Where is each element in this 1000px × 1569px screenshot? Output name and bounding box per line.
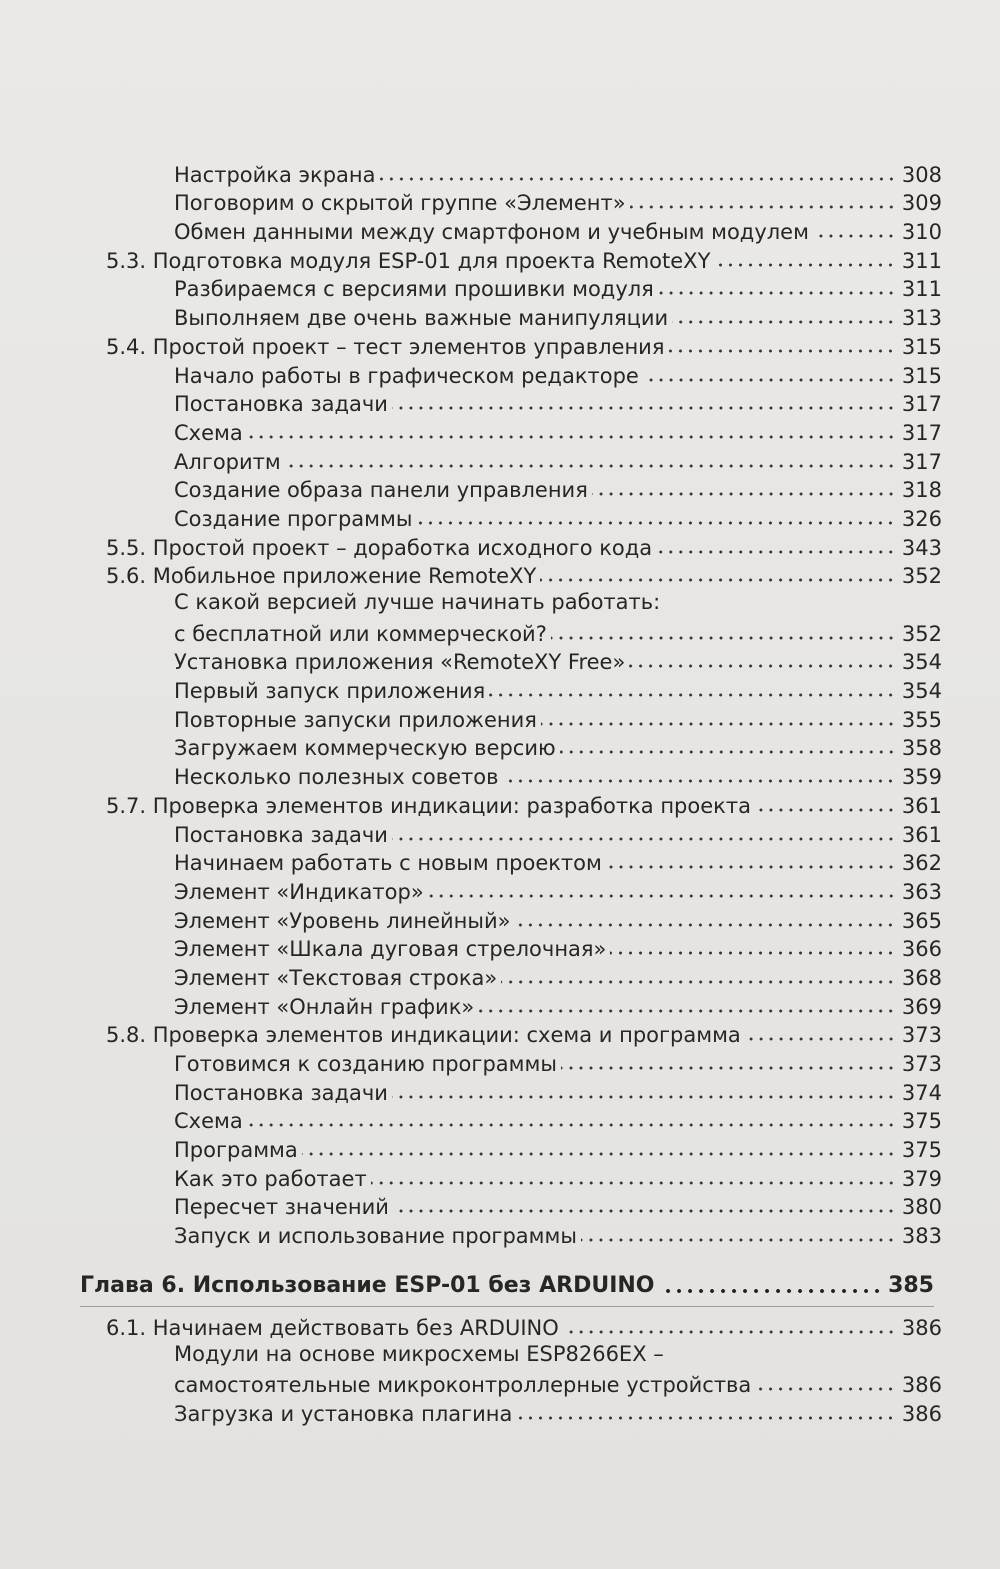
toc-entry-page: 315 <box>901 363 942 388</box>
toc-entry-title: Загружаем коммерческую версию <box>174 736 556 761</box>
toc-list-section-6-1 <box>0 1311 1000 1340</box>
toc-subsection-entry <box>174 502 942 531</box>
toc-entry-multiline <box>174 588 942 645</box>
toc-entry-title-line2: самостоятельные микроконтроллерные устройства <box>174 1373 752 1398</box>
toc-entry-title: Загрузка и установка плагина <box>174 1401 513 1426</box>
leader-dots <box>516 1415 896 1421</box>
toc-entry-page: 326 <box>901 506 942 531</box>
toc-subsection-entry <box>174 818 942 847</box>
toc-entry-page: 361 <box>901 822 942 847</box>
leader-dots <box>658 290 896 296</box>
toc-entry-title: Первый запуск приложения <box>174 679 486 704</box>
toc-entry-page: 358 <box>901 736 942 761</box>
leader-dots <box>514 922 895 928</box>
toc-entry-title: Постановка задачи <box>174 822 388 847</box>
toc-list-section-6-1-cont <box>0 1397 1000 1426</box>
toc-entry-page: 309 <box>901 191 942 216</box>
toc-entry-page: 374 <box>901 1080 942 1105</box>
leader-dots <box>540 577 896 583</box>
toc-entry-last-line <box>174 1369 942 1398</box>
leader-dots <box>478 1008 896 1014</box>
toc-subsection-entry <box>174 301 942 330</box>
toc-subsection-entry <box>174 904 942 933</box>
toc-subsection-entry <box>174 1191 942 1220</box>
leader-dots <box>672 319 896 325</box>
toc-entry-title: Элемент «Онлайн график» <box>174 994 475 1019</box>
toc-entry-page: 352 <box>901 564 942 589</box>
toc-entry-page: 380 <box>901 1195 942 1220</box>
toc-subsection-entry <box>174 1076 942 1105</box>
toc-entry-title: Создание программы <box>174 506 413 531</box>
leader-dots <box>392 836 896 842</box>
toc-section-entry <box>106 531 942 560</box>
leader-dots <box>380 176 896 182</box>
toc-entry-title: Элемент «Текстовая строка» <box>174 965 498 990</box>
toc-entry-title: 5.6. Мобильное приложение RemoteXY <box>106 564 537 589</box>
leader-dots <box>643 377 896 383</box>
leader-dots <box>813 233 896 239</box>
toc-entry-title: 6.1. Начинаем действовать без ARDUINO <box>106 1315 559 1340</box>
toc-entry-page: 373 <box>901 1023 942 1048</box>
leader-dots <box>561 1065 896 1071</box>
toc-entry-title: Программа <box>174 1138 298 1163</box>
toc-entry-title: Разбираемся с версиями прошивки модуля <box>174 277 654 302</box>
toc-subsection-entry <box>174 847 942 876</box>
toc-subsection-entry <box>174 388 942 417</box>
leader-dots <box>551 635 896 641</box>
toc-entry-title: Элемент «Уровень линейный» <box>174 908 511 933</box>
toc-entry-title: Как это работает <box>174 1166 367 1191</box>
toc-entry-page: 386 <box>901 1315 942 1340</box>
leader-dots <box>541 721 896 727</box>
toc-subsection-entry <box>174 474 942 503</box>
toc-entry-page: 343 <box>901 535 942 560</box>
toc-entry-page: 359 <box>901 765 942 790</box>
toc-section-entry <box>106 244 942 273</box>
toc-subsection-entry <box>174 359 942 388</box>
toc-subsection-entry <box>174 703 942 732</box>
toc-entry-page: 311 <box>901 277 942 302</box>
toc-entry-page: 366 <box>901 937 942 962</box>
toc-entry-page: 365 <box>901 908 942 933</box>
toc-section-entry <box>106 1311 942 1340</box>
leader-dots <box>302 1151 896 1157</box>
toc-subsection-entry <box>174 445 942 474</box>
toc-entry-title: 5.3. Подготовка модуля ESP-01 для проекта RemoteXY <box>106 248 711 273</box>
leader-dots <box>393 1208 896 1214</box>
toc-entry-title: Повторные запуски приложения <box>174 707 537 732</box>
toc-entry-title: Пересчет значений <box>174 1195 389 1220</box>
toc-entry-page: 354 <box>901 679 942 704</box>
toc-subsection-entry <box>174 1105 942 1134</box>
toc-entry-page: 352 <box>901 621 942 646</box>
toc-subsection-entry <box>174 933 942 962</box>
toc-entry-title: Поговорим о скрытой группе «Элемент» <box>174 191 626 216</box>
chapter-divider <box>80 1306 934 1307</box>
toc-entry-title: Схема <box>174 1109 243 1134</box>
toc-entry-title: Создание образа панели управления <box>174 478 588 503</box>
toc-entry-title: 5.4. Простой проект – тест элементов управления <box>106 334 665 359</box>
leader-dots <box>247 434 896 440</box>
toc-entry-page: 363 <box>901 879 942 904</box>
toc-subsection-entry <box>174 1219 942 1248</box>
toc-entry-page: 386 <box>901 1373 942 1398</box>
leader-dots <box>755 807 896 813</box>
toc-entry-title: Начинаем работать с новым проектом <box>174 851 602 876</box>
toc-entry-title: Постановка задачи <box>174 392 388 417</box>
toc-entry-title: Элемент «Шкала дуговая стрелочная» <box>174 937 607 962</box>
toc-entry-title: Элемент «Индикатор» <box>174 879 424 904</box>
toc-subsection-entry <box>174 646 942 675</box>
toc-subsection-entry <box>174 732 942 761</box>
toc-entry-title: Постановка задачи <box>174 1080 388 1105</box>
toc-list-section-5-2-to-5-6 <box>0 158 1000 588</box>
toc-list-section-5-6-to-5-8 <box>0 646 1000 1248</box>
leader-dots <box>502 778 895 784</box>
leader-dots <box>416 520 895 526</box>
leader-dots <box>629 663 896 669</box>
toc-subsection-entry <box>174 875 942 904</box>
toc-entry-page: 317 <box>901 392 942 417</box>
toc-entry-title-line1: Модули на основе микросхемы ESP8266EX – <box>174 1341 664 1366</box>
toc-entry-title: Алгоритм <box>174 449 281 474</box>
toc-entry-page: 310 <box>901 220 942 245</box>
toc-entry-page: 379 <box>901 1166 942 1191</box>
toc-subsection-entry <box>174 674 942 703</box>
leader-dots <box>630 204 896 210</box>
toc-entry-title: Выполняем две очень важные манипуляции <box>174 306 669 331</box>
toc-entry-title: Запуск и использование программы <box>174 1224 577 1249</box>
chapter-title: Глава 6. Использование ESP-01 без ARDUINO <box>80 1273 655 1299</box>
toc-entry-page: 375 <box>901 1109 942 1134</box>
leader-dots <box>371 1180 896 1186</box>
toc-entry-title: Обмен данными между смартфоном и учебным модулем <box>174 220 809 245</box>
leader-dots <box>668 348 895 354</box>
toc-entry-page: 308 <box>901 162 942 187</box>
leader-dots <box>563 1329 896 1335</box>
leader-dots <box>606 864 896 870</box>
leader-dots <box>501 979 896 985</box>
toc-entry-last-line <box>174 617 942 646</box>
toc-entry-page: 361 <box>901 793 942 818</box>
leader-dots <box>714 262 896 268</box>
leader-dots <box>755 1386 896 1392</box>
toc-entry-title: 5.5. Простой проект – доработка исходного кода <box>106 535 653 560</box>
chapter-page: 385 <box>888 1273 934 1299</box>
leader-dots <box>581 1237 896 1243</box>
toc-subsection-entry <box>174 416 942 445</box>
leader-dots <box>663 1288 883 1294</box>
toc-entry-page: 362 <box>901 851 942 876</box>
toc-entry-title-line2: с бесплатной или коммерческой? <box>174 621 547 646</box>
toc-section-entry <box>106 789 942 818</box>
leader-dots <box>489 692 896 698</box>
leader-dots <box>745 1036 896 1042</box>
table-of-contents <box>0 158 1000 1426</box>
toc-entry-title: Установка приложения «RemoteXY Free» <box>174 650 626 675</box>
leader-dots <box>560 749 896 755</box>
leader-dots <box>392 1094 896 1100</box>
toc-entry-page: 375 <box>901 1138 942 1163</box>
toc-entry-page: 317 <box>901 449 942 474</box>
toc-entry-page: 383 <box>901 1224 942 1249</box>
toc-entry-page: 313 <box>901 306 942 331</box>
toc-subsection-entry <box>174 158 942 187</box>
toc-entry-title: Готовимся к созданию программы <box>174 1052 557 1076</box>
toc-entry-page: 368 <box>901 965 942 990</box>
toc-entry-title: 5.7. Проверка элементов индикации: разработка проекта <box>106 793 751 818</box>
toc-subsection-entry <box>174 1047 942 1076</box>
toc-entry-page: 315 <box>901 334 942 359</box>
leader-dots <box>428 893 896 899</box>
toc-subsection-entry <box>174 273 942 302</box>
toc-entry-page: 386 <box>901 1401 942 1426</box>
leader-dots <box>656 549 896 555</box>
toc-entry-page: 373 <box>901 1052 942 1076</box>
toc-section-entry <box>106 1019 942 1048</box>
toc-entry-page: 355 <box>901 707 942 732</box>
toc-entry-title: Несколько полезных советов <box>174 765 499 790</box>
toc-subsection-entry <box>174 215 942 244</box>
toc-entry-title: 5.8. Проверка элементов индикации: схема и программа <box>106 1023 741 1048</box>
toc-subsection-entry <box>174 187 942 216</box>
leader-dots <box>247 1122 896 1128</box>
toc-subsection-entry <box>174 1397 942 1426</box>
toc-entry-page: 317 <box>901 420 942 445</box>
leader-dots <box>592 491 896 497</box>
toc-entry-title: Настройка экрана <box>174 162 376 187</box>
chapter-heading <box>80 1252 934 1300</box>
toc-section-entry <box>106 560 942 589</box>
toc-subsection-entry <box>174 1133 942 1162</box>
leader-dots <box>610 950 896 956</box>
toc-entry-title-line1: С какой версией лучше начинать работать: <box>174 590 661 615</box>
toc-entry-title: Начало работы в графическом редакторе <box>174 363 639 388</box>
toc-entry-page: 318 <box>901 478 942 503</box>
toc-entry-page: 354 <box>901 650 942 675</box>
toc-section-entry <box>106 330 942 359</box>
toc-entry-title: Схема <box>174 420 243 445</box>
leader-dots <box>285 463 896 469</box>
toc-subsection-entry <box>174 760 942 789</box>
toc-entry-multiline <box>174 1340 942 1397</box>
toc-entry-page: 311 <box>901 248 942 273</box>
toc-entry-page: 369 <box>901 994 942 1019</box>
leader-dots <box>392 405 896 411</box>
toc-subsection-entry <box>174 961 942 990</box>
toc-subsection-entry <box>174 1162 942 1191</box>
toc-subsection-entry <box>174 990 942 1019</box>
